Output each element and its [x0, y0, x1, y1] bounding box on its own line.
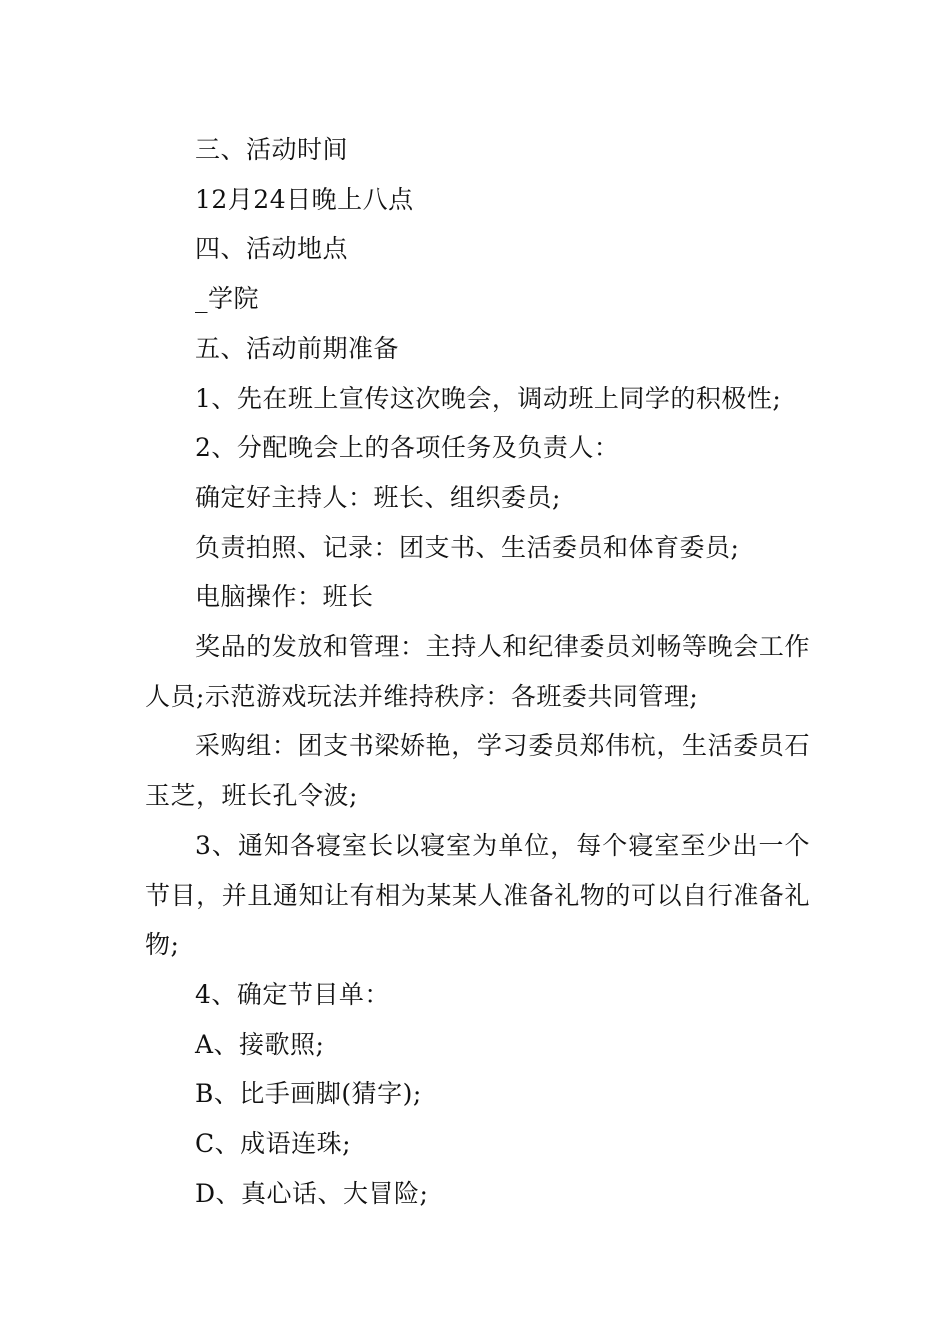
section-heading-time: 三、活动时间 [195, 135, 349, 164]
paragraph-time: 12月24日晚上八点 [195, 184, 414, 214]
list-item: B、比手画脚(猜字); [195, 1079, 422, 1109]
paragraph-location: _学院 [195, 284, 260, 314]
paragraph: 1、先在班上宣传这次晚会，调动班上同学的积极性; [195, 383, 782, 413]
section-heading-location: 四、活动地点 [195, 234, 349, 264]
section-heading-preparation: 五、活动前期准备 [195, 333, 400, 363]
document-body [145, 125, 810, 1218]
paragraph: 负责拍照、记录：团支书、生活委员和体育委员; [195, 532, 740, 562]
paragraph: 2、分配晚会上的各项任务及负责人： [195, 433, 620, 463]
list-item: D、真心话、大冒险; [195, 1178, 429, 1208]
list-item: C、成语连珠; [195, 1129, 352, 1159]
paragraph: 电脑操作：班长 [195, 582, 374, 612]
paragraph: 确定好主持人：班长、组织委员; [195, 482, 561, 512]
paragraph: 4、确定节目单： [195, 979, 390, 1009]
paragraph: 采购组：团支书梁娇艳，学习委员郑伟杭，生活委员石玉芝，班长孔令波; [145, 731, 810, 811]
paragraph: 3、通知各寝室长以寝室为单位，每个寝室至少出一个节目，并且通知让有相为某某人准备礼物的可以自行准备礼物; [145, 830, 810, 960]
list-item: A、接歌照; [195, 1029, 325, 1059]
paragraph: 奖品的发放和管理：主持人和纪律委员刘畅等晚会工作人员;示范游戏玩法并维持秩序：各班委共同管理; [145, 632, 810, 711]
